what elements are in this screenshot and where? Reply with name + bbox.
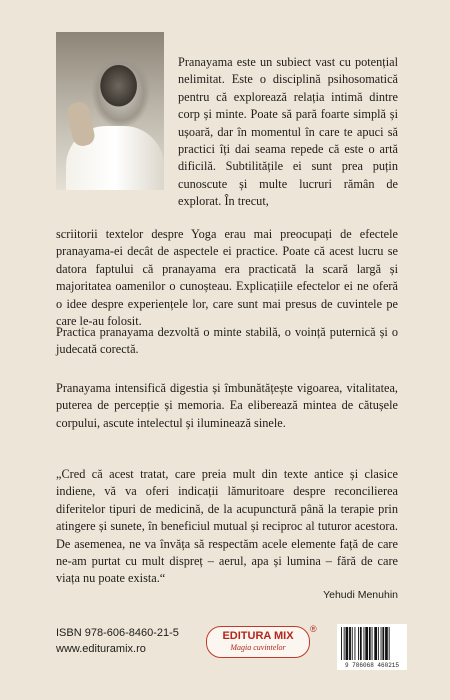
- publisher-logo: [206, 626, 310, 658]
- barcode-number: 9 786068 460215: [344, 662, 399, 669]
- publisher-name: EDITURA MIX: [222, 630, 294, 642]
- photo-hand: [66, 100, 97, 148]
- practice-paragraph: Practica pranayama dezvoltă o minte stabilă, o voință puternică și o judecată corectă.: [56, 325, 398, 357]
- barcode: [337, 624, 407, 670]
- isbn-text: ISBN 978-606-8460-21-5: [56, 627, 179, 639]
- quote-author: Yehudi Menuhin: [323, 589, 398, 601]
- quote-paragraph: „Cred că acest tratat, care preia mult din texte antice și clasice indiene, vă va oferi indicații lămuritoare despre reconcilierea diferitelor tipuri de medicină, de la acupunctură până la terapie prin atingere și sunete, în beneficiul mutual și reciproc al tuturor acestora. De asemenea, ne va învăța să respectăm acele elemente față de care ne-am purtat cu mult dispreț – aerul, apa și lumina – fără de care viața nu poate exista.“: [56, 467, 398, 586]
- barcode-bars: [337, 624, 407, 662]
- author-photo: [56, 32, 164, 190]
- publisher-tagline: Magia cuvintelor: [230, 643, 286, 652]
- isbn-block: [56, 625, 179, 657]
- registered-mark: ®: [310, 624, 317, 634]
- benefits-paragraph: Pranayama intensifică digestia și îmbunătățește vigoarea, vitalitatea, puterea de percepție și memoria. Ea eliberează mintea de cătușele corpului, ascute intelectul și iluminează sinele.: [56, 381, 398, 430]
- intro-paragraph-side: Pranayama este un subiect vast cu potențial nelimitat. Este o disciplină psihosomatică pentru că explorează relația intimă dintre corp și minte. Poate să pară foarte simplă și ușoară, dar în momentul în care te apuci să practici îți dai seama repede că este o artă dificilă. Subtilitățile ei sunt prea puțin cunoscute și multe lucruri rămân de explorat. În trecut,: [178, 55, 398, 209]
- website-text: www.edituramix.ro: [56, 643, 146, 655]
- intro-paragraph-continued: scriitorii textelor despre Yoga erau mai preocupați de efectele pranayama-ei decât de aspectele ei practice. Poate că acest lucru se datora faptului că pranayama era practicată la scară largă și majoritatea oamenilor o cunoșteau. Explicațiile efectelor ei ne oferă o idee despre experiențele lor, care sunt mai presus de cuvintele pe care le-au folosit.: [56, 227, 398, 329]
